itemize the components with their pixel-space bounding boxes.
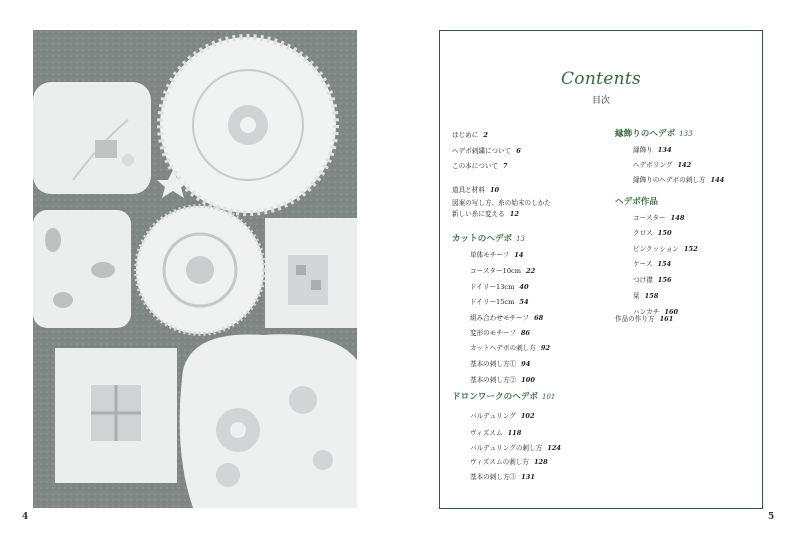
toc-entry [633, 277, 672, 284]
section-heading [452, 235, 525, 244]
toc-label: コースター [633, 214, 666, 222]
toc-page-number: 12 [509, 210, 519, 218]
toc-page-number: 6 [516, 147, 521, 155]
toc-label: 栞 [633, 292, 640, 300]
toc-page-number: 92 [540, 344, 551, 352]
toc-label: 基本の刺し方② [470, 376, 517, 384]
toc-entry [615, 316, 673, 323]
toc-label: ドイリー15cm [470, 298, 515, 306]
toc-label: カットヘデボの刺し方 [470, 344, 536, 352]
toc-entry [470, 474, 535, 481]
toc-entry [470, 345, 550, 352]
toc-entry [470, 315, 543, 322]
toc-entry [470, 330, 530, 337]
square-motif-doily [265, 218, 357, 328]
toc-label: 基本の刺し方③ [470, 473, 517, 481]
toc-entry [633, 230, 672, 237]
toc-label: ヘデボリング [633, 161, 673, 169]
drawnwork-square [55, 348, 177, 483]
toc-label: コースター10cm [470, 267, 521, 275]
toc-page-number: 102 [520, 412, 535, 420]
toc-page-number: 14 [514, 251, 524, 259]
toc-page-number: 7 [503, 162, 508, 170]
toc-label: 新しい糸に変える [452, 210, 505, 218]
toc-label: カットのヘデボ [452, 234, 513, 244]
toc-label: 変形のモチーフ [470, 329, 516, 337]
toc-label: 縁飾り [633, 146, 653, 154]
toc-entry [470, 252, 523, 259]
toc-entry [633, 261, 671, 268]
toc-label: 道具と材料 [452, 186, 485, 194]
toc-entry [470, 430, 521, 437]
toc-label: 図案の写し方、糸の始末のしかた [452, 199, 551, 207]
toc-page-number: 2 [483, 131, 488, 139]
toc-entry [452, 163, 508, 170]
toc-page-number: 144 [710, 176, 725, 184]
toc-page-number: 54 [519, 298, 529, 306]
toc-label: ピンクッション [633, 245, 679, 253]
toc-label: ヘデボ刺繍について [452, 147, 512, 155]
toc-label: 単体モチーフ [470, 251, 510, 259]
section-heading [452, 393, 555, 402]
toc-entry [470, 413, 535, 420]
toc-page-number: 94 [521, 360, 531, 368]
toc-page-number: 156 [657, 276, 672, 284]
toc-page-number: 118 [507, 429, 522, 437]
heart-eyelet-doily [180, 334, 357, 508]
leaf-doily [33, 82, 151, 194]
toc-page-number: 142 [677, 161, 692, 169]
toc-entry [452, 132, 488, 139]
toc-entry [633, 293, 658, 300]
page-number-left: 4 [22, 512, 29, 522]
toc-page-number: 100 [521, 376, 535, 384]
toc-page-number: 40 [519, 283, 529, 291]
toc-entry [452, 148, 521, 155]
toc-page-number: 133 [679, 130, 693, 138]
toc-page-number: 86 [520, 329, 531, 337]
toc-label: 作品の作り方 [615, 315, 655, 323]
toc-label: ケース [633, 260, 653, 268]
toc-label: ドロンワークのヘデボ [452, 392, 538, 402]
toc-label: ハンカチ [633, 308, 660, 316]
toc-entry [470, 459, 548, 466]
toc-entry [452, 187, 499, 194]
toc-page-number: 101 [541, 393, 556, 401]
toc-page-number: 134 [657, 146, 672, 154]
toc-entry [633, 147, 672, 154]
toc-label: ヴィズスムの刺し方 [470, 458, 529, 466]
page-number-right: 5 [768, 512, 775, 522]
toc-entry [470, 299, 529, 306]
toc-page-number: 22 [525, 267, 536, 275]
toc-entry [633, 177, 724, 184]
toc-entry [633, 162, 691, 169]
toc-entry [633, 215, 684, 222]
toc-page-number: 10 [489, 186, 500, 194]
toc-label: 組み合わせモチーフ [470, 314, 530, 322]
toc-label: バルデュリングの刺し方 [470, 444, 543, 452]
toc-page-number: 158 [644, 292, 659, 300]
toc-label: クロス [633, 229, 653, 237]
toc-page-number: 124 [547, 444, 561, 452]
toc-label: この本について [452, 162, 499, 170]
toc-page-number: 161 [659, 315, 674, 323]
section-heading [615, 198, 658, 207]
medallion-doily [136, 206, 264, 334]
toc-entry [470, 445, 561, 452]
toc-entry [470, 377, 535, 384]
toc-label: 基本の刺し方① [470, 360, 517, 368]
toc-entry [452, 211, 519, 218]
toc-entry [470, 268, 535, 275]
toc-page-number: 152 [683, 245, 698, 253]
toc-page-number: 154 [657, 260, 672, 268]
toc-page-number: 150 [657, 229, 672, 237]
toc-label: ヴィズスム [470, 429, 503, 437]
embroidery-photo [33, 30, 357, 508]
toc-entry [470, 284, 529, 291]
toc-entry [452, 200, 551, 207]
toc-page-number: 131 [521, 473, 535, 481]
contents-subtitle: 目次 [591, 96, 610, 106]
contents-title: Contents [561, 69, 641, 89]
toc-page-number: 68 [534, 314, 544, 322]
toc-label: ドイリー13cm [470, 283, 515, 291]
toc-label: ヘデボ作品 [615, 197, 658, 207]
toc-page-number: 160 [664, 308, 679, 316]
toc-label: バルデュリング [470, 412, 516, 420]
toc-page-number: 13 [516, 235, 525, 243]
contents-frame [439, 30, 763, 509]
section-heading [615, 130, 693, 139]
toc-label: 縁飾りのヘデボ [615, 129, 676, 139]
scalloped-doily [33, 210, 131, 328]
toc-entry [633, 246, 698, 253]
toc-label: 縁飾りのヘデボの刺し方 [633, 176, 706, 184]
toc-page-number: 128 [533, 458, 548, 466]
toc-label: つけ襟 [633, 276, 653, 284]
round-lace-doily [160, 37, 336, 213]
toc-entry [470, 361, 530, 368]
toc-label: はじめに [452, 131, 479, 139]
toc-page-number: 148 [670, 214, 685, 222]
